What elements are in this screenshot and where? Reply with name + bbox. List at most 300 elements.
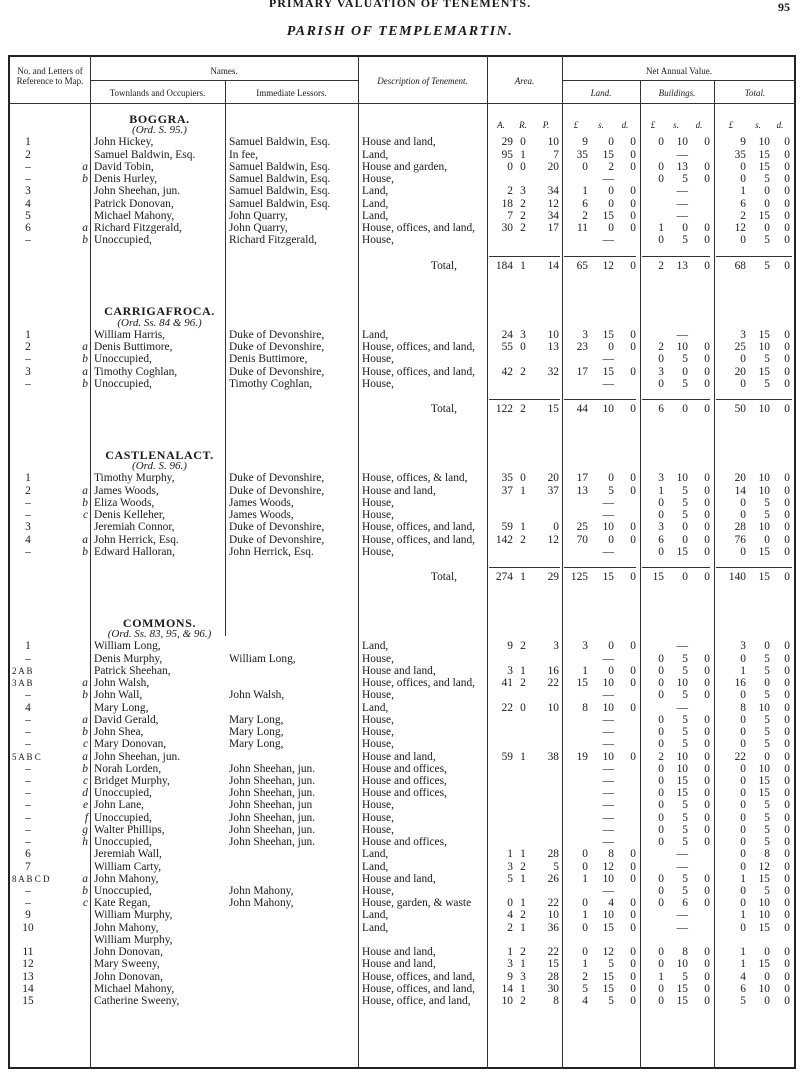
unit-header: d. [621, 120, 629, 130]
value-tp: 14 [734, 484, 746, 497]
value-bp: 0 [658, 173, 664, 186]
total-rule [489, 256, 560, 257]
value-bp: 0 [658, 958, 664, 971]
ref-letter: d [82, 787, 88, 800]
value-ld: 0 [630, 484, 636, 497]
description: Land, [362, 197, 389, 210]
value-ls: — [602, 811, 614, 824]
value-a: 30 [501, 222, 513, 235]
value-tp: 1 [740, 664, 746, 677]
occupier: Unoccupied, [94, 234, 152, 247]
value-ts: 5 [764, 799, 770, 812]
value-ls: — [602, 738, 614, 751]
value-td: 0 [784, 823, 790, 836]
value-p: 22 [547, 946, 559, 959]
value-tp: 6 [740, 197, 746, 210]
ref-letter: a [82, 365, 88, 378]
value-bp: 0 [658, 713, 664, 726]
header-line [8, 103, 796, 104]
value-ls: 5 [608, 484, 614, 497]
value-ts: 5 [764, 496, 770, 509]
value-bp: 6 [658, 533, 664, 546]
value-td: 0 [784, 995, 790, 1008]
value-r: 3 [520, 185, 526, 198]
value-tp: 0 [740, 787, 746, 800]
value-p: 13 [547, 341, 559, 354]
value-bp: 0 [658, 946, 664, 959]
value-r: 2 [520, 365, 526, 378]
occupier: John Mahony, [94, 872, 159, 885]
value-ls: — [602, 726, 614, 739]
value-tp: 0 [740, 689, 746, 702]
value-bs: 5 [682, 496, 688, 509]
value-ts: 15 [758, 328, 770, 341]
value-td: 0 [784, 353, 790, 366]
value-td: 0 [784, 848, 790, 861]
value-ld: 0 [630, 995, 636, 1008]
value-ts: 8 [764, 848, 770, 861]
ref-number: 6 [25, 222, 31, 235]
value-ts: 5 [764, 234, 770, 247]
lessor: Mary Long, [229, 713, 284, 726]
lessor: Mary Long, [229, 726, 284, 739]
total-ts: 15 [758, 571, 770, 584]
total-rule [642, 399, 710, 400]
value-bp: 0 [658, 677, 664, 690]
lessor: Duke of Devonshire, [229, 533, 325, 546]
value-ls: 5 [608, 995, 614, 1008]
value-ld: 0 [630, 701, 636, 714]
value-bd: 0 [704, 836, 710, 849]
value-p: 37 [547, 484, 559, 497]
ref-number: – [25, 509, 31, 522]
value-bd: 0 [704, 496, 710, 509]
value-bd: 0 [704, 799, 710, 812]
value-ls: 0 [608, 197, 614, 210]
value-bd: 0 [704, 970, 710, 983]
description: House, [362, 811, 394, 824]
value-tp: 0 [740, 774, 746, 787]
total-rule [489, 567, 560, 568]
value-a: 142 [495, 533, 513, 546]
occupier: Unoccupied, [94, 377, 152, 390]
value-p: 34 [547, 185, 559, 198]
value-bs: 10 [676, 341, 688, 354]
value-ts: 10 [758, 982, 770, 995]
occupier: Eliza Woods, [94, 496, 155, 509]
value-lp: 23 [576, 341, 588, 354]
value-td: 0 [784, 365, 790, 378]
value-bd: 0 [704, 885, 710, 898]
unit-header: £ [650, 120, 656, 130]
ref-letter: a [82, 533, 88, 546]
value-td: 0 [784, 738, 790, 751]
total-tp: 140 [728, 571, 746, 584]
value-tp: 0 [740, 897, 746, 910]
value-p: 0 [553, 521, 559, 534]
value-tp: 1 [740, 946, 746, 959]
value-tp: 0 [740, 738, 746, 751]
value-a: 3 [507, 958, 513, 971]
value-ls: 15 [602, 365, 614, 378]
value-ld: 0 [630, 328, 636, 341]
value-tp: 28 [734, 521, 746, 534]
value-bd: 0 [704, 136, 710, 149]
value-ts: 0 [764, 677, 770, 690]
value-td: 0 [784, 328, 790, 341]
value-tp: 0 [740, 713, 746, 726]
total-td: 0 [784, 571, 790, 584]
value-bd: 0 [704, 774, 710, 787]
total-rule [564, 567, 636, 568]
occupier: John Mahony, [94, 921, 159, 934]
ref-letter: b [82, 689, 88, 702]
value-bs: 15 [676, 995, 688, 1008]
occupier: Unoccupied, [94, 836, 152, 849]
description: House, offices, and land, [362, 982, 476, 995]
description: House, offices, and land, [362, 533, 476, 546]
total-rule [642, 567, 710, 568]
ref-number: – [25, 774, 31, 787]
value-td: 0 [784, 713, 790, 726]
value-bd: 0 [704, 222, 710, 235]
occupier: Timothy Coghlan, [94, 365, 178, 378]
value-tp: 0 [740, 496, 746, 509]
occupier: Jeremiah Wall, [94, 848, 162, 861]
value-r: 2 [520, 860, 526, 873]
value-ts: 5 [764, 885, 770, 898]
value-ls: — [602, 496, 614, 509]
total-lp: 44 [576, 403, 588, 416]
occupier: Timothy Murphy, [94, 472, 175, 485]
value-ts: 15 [758, 160, 770, 173]
value-r: 1 [520, 872, 526, 885]
ref-letter: c [82, 509, 88, 522]
value-ld: 0 [630, 946, 636, 959]
occupier: John Walsh, [94, 677, 150, 690]
total-bs: 13 [676, 259, 688, 272]
value-lp: 1 [582, 664, 588, 677]
value-bs: 5 [682, 689, 688, 702]
ref-letter: b [82, 726, 88, 739]
value-ts: 10 [758, 136, 770, 149]
value-td: 0 [784, 677, 790, 690]
value-ts: 0 [764, 970, 770, 983]
value-td: 0 [784, 484, 790, 497]
value-bd: 0 [704, 652, 710, 665]
value-p: 3 [553, 640, 559, 653]
lessor: John Herrick, Esq. [229, 545, 314, 558]
value-tp: 76 [734, 533, 746, 546]
lessor: John Sheehan, jun. [229, 774, 316, 787]
total-p: 15 [547, 403, 559, 416]
ref-number: – [25, 173, 31, 186]
value-bd: 0 [704, 787, 710, 800]
description: House, offices, and land, [362, 222, 476, 235]
lessor: James Woods, [229, 496, 294, 509]
description: House, [362, 496, 394, 509]
ref-number: 2 A B [12, 665, 33, 676]
value-bp: 3 [658, 521, 664, 534]
description: Land, [362, 860, 389, 873]
ref-number: – [25, 762, 31, 775]
value-td: 0 [784, 185, 790, 198]
value-bs: — [676, 701, 688, 714]
total-bd: 0 [704, 259, 710, 272]
value-ts: 10 [758, 897, 770, 910]
value-a: 2 [507, 185, 513, 198]
value-tp: 0 [740, 377, 746, 390]
value-bs: 10 [676, 762, 688, 775]
lessor: Duke of Devonshire, [229, 341, 325, 354]
value-bs: 5 [682, 738, 688, 751]
lessor: John Mahony, [229, 897, 294, 910]
value-a: 24 [501, 328, 513, 341]
value-bs: 0 [682, 222, 688, 235]
ref-letter: c [82, 897, 88, 910]
ref-letter: c [82, 738, 88, 751]
value-p: 7 [553, 148, 559, 161]
lessor: John Sheehan, jun. [229, 762, 316, 775]
value-tp: 22 [734, 750, 746, 763]
value-ts: 5 [764, 509, 770, 522]
value-ls: 10 [602, 677, 614, 690]
value-tp: 16 [734, 677, 746, 690]
value-bd: 0 [704, 472, 710, 485]
value-bp: 0 [658, 885, 664, 898]
value-td: 0 [784, 885, 790, 898]
value-tp: 12 [734, 222, 746, 235]
value-td: 0 [784, 521, 790, 534]
value-p: 17 [547, 222, 559, 235]
value-ls: — [602, 173, 614, 186]
value-td: 0 [784, 946, 790, 959]
total-ls: 15 [602, 571, 614, 584]
description: House, [362, 509, 394, 522]
ref-number: 15 [22, 995, 34, 1008]
description: Land, [362, 328, 389, 341]
value-bs: — [676, 860, 688, 873]
ref-letter: b [82, 377, 88, 390]
unit-header: £ [728, 120, 734, 130]
value-bd: 0 [704, 823, 710, 836]
total-a: 122 [495, 403, 513, 416]
value-bd: 0 [704, 509, 710, 522]
occupier: William Long, [94, 640, 161, 653]
value-td: 0 [784, 897, 790, 910]
lessor: Samuel Baldwin, Esq. [229, 173, 331, 186]
hdr-land: Land. [590, 88, 612, 98]
value-ts: 5 [764, 664, 770, 677]
total-td: 0 [784, 259, 790, 272]
value-r: 2 [520, 209, 526, 222]
value-td: 0 [784, 136, 790, 149]
total-r: 2 [520, 403, 526, 416]
occupier: Unoccupied, [94, 787, 152, 800]
value-bd: 0 [704, 484, 710, 497]
value-bd: 0 [704, 689, 710, 702]
value-ts: 10 [758, 472, 770, 485]
ref-number: – [25, 496, 31, 509]
occupier: Denis Murphy, [94, 652, 163, 665]
value-bs: — [676, 640, 688, 653]
occupier: Denis Kelleher, [94, 509, 166, 522]
description: House, offices, & land, [362, 472, 468, 485]
occupier: Mary Long, [94, 701, 149, 714]
occupier: Michael Mahony, [94, 982, 175, 995]
value-td: 0 [784, 970, 790, 983]
ref-letter: a [82, 713, 88, 726]
value-bp: 0 [658, 136, 664, 149]
value-lp: 5 [582, 982, 588, 995]
value-ts: 0 [764, 197, 770, 210]
value-bp: 1 [658, 484, 664, 497]
ref-letter: h [82, 836, 88, 849]
value-p: 28 [547, 848, 559, 861]
ref-number: 1 [25, 136, 31, 149]
value-r: 2 [520, 197, 526, 210]
value-bp: 0 [658, 652, 664, 665]
value-td: 0 [784, 701, 790, 714]
value-ls: 15 [602, 328, 614, 341]
value-ts: 0 [764, 995, 770, 1008]
unit-header: A. [497, 120, 505, 130]
value-td: 0 [784, 197, 790, 210]
hdr-lessors: Immediate Lessors. [256, 88, 327, 98]
occupier: Walter Phillips, [94, 823, 165, 836]
value-ls: — [602, 885, 614, 898]
description: House, offices, and land, [362, 521, 476, 534]
description: House, [362, 823, 394, 836]
ref-letter: b [82, 173, 88, 186]
total-bs: 0 [682, 403, 688, 416]
value-bs: 5 [682, 726, 688, 739]
section-title: COMMONS. [122, 615, 197, 630]
value-ts: 15 [758, 774, 770, 787]
value-ts: 15 [758, 872, 770, 885]
value-p: 22 [547, 677, 559, 690]
value-a: 0 [507, 897, 513, 910]
value-r: 2 [520, 677, 526, 690]
value-td: 0 [784, 872, 790, 885]
occupier: Kate Regan, [94, 897, 151, 910]
value-r: 1 [520, 148, 526, 161]
description: House and offices, [362, 774, 447, 787]
value-td: 0 [784, 509, 790, 522]
ref-number: 3 [25, 521, 31, 534]
value-td: 0 [784, 533, 790, 546]
ref-number: 6 [25, 848, 31, 861]
value-a: 41 [501, 677, 513, 690]
value-a: 1 [507, 946, 513, 959]
ref-letter: a [82, 222, 88, 235]
description: House and offices, [362, 836, 447, 849]
value-ls: — [602, 234, 614, 247]
ref-number: – [25, 726, 31, 739]
occupier: Catherine Sweeny, [94, 995, 180, 1008]
value-tp: 2 [740, 209, 746, 222]
value-bs: 10 [676, 472, 688, 485]
header-line [562, 80, 796, 81]
value-a: 9 [507, 640, 513, 653]
value-a: 59 [501, 521, 513, 534]
value-ld: 0 [630, 677, 636, 690]
value-tp: 5 [740, 995, 746, 1008]
section-title: CARRIGAFROCA. [104, 304, 215, 319]
lessor: Samuel Baldwin, Esq. [229, 197, 331, 210]
value-ls: 4 [608, 897, 614, 910]
value-tp: 0 [740, 652, 746, 665]
unit-header: P. [542, 120, 550, 130]
value-bp: 0 [658, 762, 664, 775]
lessor: John Quarry, [229, 222, 288, 235]
value-p: 12 [547, 197, 559, 210]
value-bp: 0 [658, 353, 664, 366]
value-ld: 0 [630, 209, 636, 222]
value-bp: 1 [658, 222, 664, 235]
value-ts: 5 [764, 652, 770, 665]
lessor: Duke of Devonshire, [229, 521, 325, 534]
value-bs: — [676, 848, 688, 861]
total-label: Total, [430, 259, 457, 272]
value-ls: 12 [602, 946, 614, 959]
value-ls: 0 [608, 341, 614, 354]
total-bp: 6 [658, 403, 664, 416]
occupier: Samuel Baldwin, Esq. [94, 148, 196, 161]
value-bp: 3 [658, 365, 664, 378]
description: House, office, and land, [362, 995, 471, 1008]
section-title: BOGGRA. [129, 112, 190, 126]
total-td: 0 [784, 403, 790, 416]
ref-number: – [25, 713, 31, 726]
value-bp: 0 [658, 836, 664, 849]
occupier: Mary Sweeny, [94, 958, 160, 971]
value-td: 0 [784, 921, 790, 934]
value-lp: 1 [582, 958, 588, 971]
value-bp: 0 [658, 496, 664, 509]
value-a: 10 [501, 995, 513, 1008]
value-bd: 0 [704, 160, 710, 173]
value-bp: 0 [658, 995, 664, 1008]
value-bs: 5 [682, 885, 688, 898]
description: Land, [362, 921, 389, 934]
value-ls: — [602, 713, 614, 726]
ref-letter: b [82, 496, 88, 509]
value-ts: 15 [758, 545, 770, 558]
value-bd: 0 [704, 750, 710, 763]
ref-number: – [25, 738, 31, 751]
col-line [358, 55, 359, 1069]
value-bp: 0 [658, 811, 664, 824]
value-tp: 4 [740, 970, 746, 983]
value-p: 34 [547, 209, 559, 222]
value-tp: 1 [740, 958, 746, 971]
lessor: John Quarry, [229, 209, 288, 222]
value-bs: 10 [676, 958, 688, 971]
value-tp: 8 [740, 701, 746, 714]
total-label: Total, [430, 403, 457, 416]
value-td: 0 [784, 750, 790, 763]
value-ls: — [602, 787, 614, 800]
total-bs: 0 [682, 571, 688, 584]
value-bs: 5 [682, 836, 688, 849]
value-td: 0 [784, 982, 790, 995]
value-ts: 5 [764, 353, 770, 366]
value-tp: 0 [740, 848, 746, 861]
value-ld: 0 [630, 136, 636, 149]
value-ts: 5 [764, 823, 770, 836]
total-tp: 50 [734, 403, 746, 416]
